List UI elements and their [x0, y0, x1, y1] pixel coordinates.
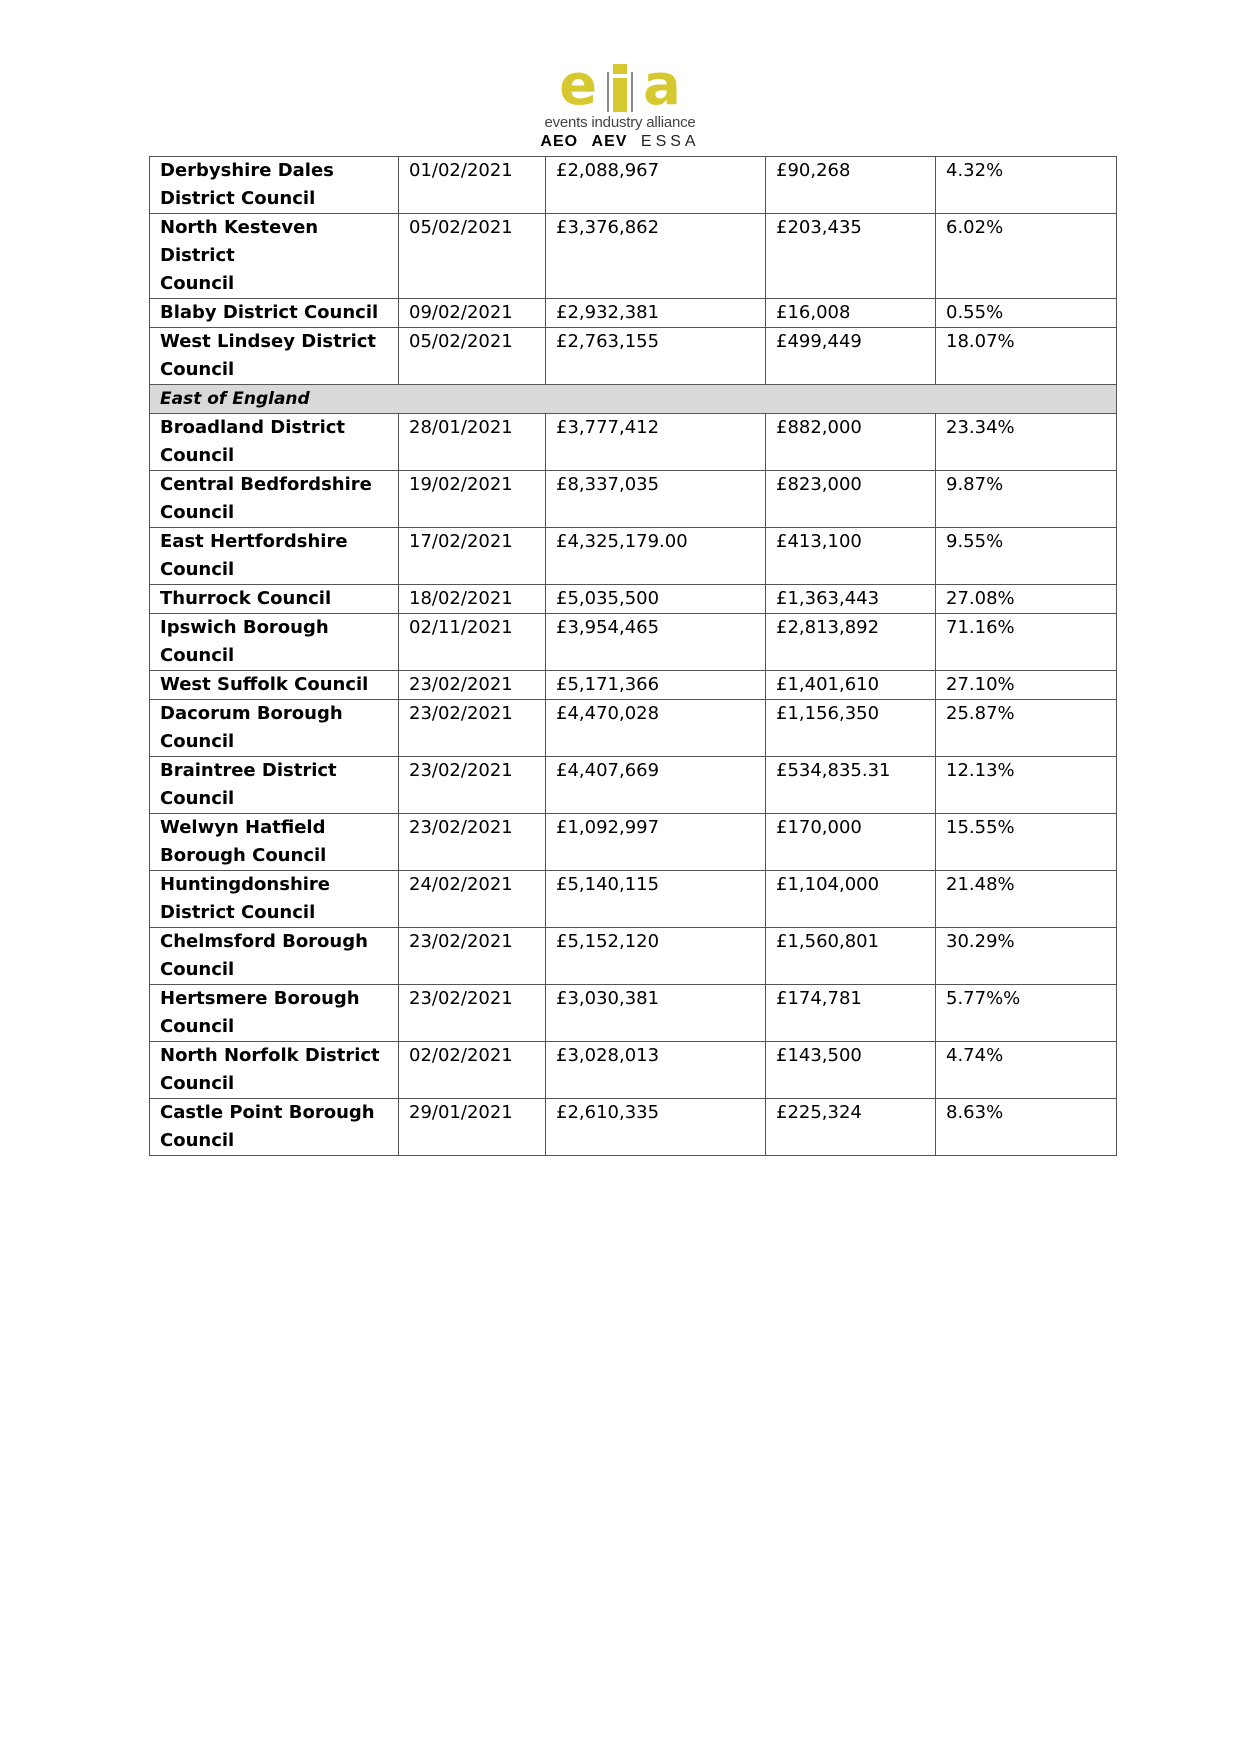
council-name-cell-text: Blaby District Council — [160, 302, 379, 323]
percentage-cell-text: 9.87% — [946, 474, 1004, 495]
amount-cell-text: £413,100 — [776, 531, 862, 552]
total-allocation-cell-text: £1,092,997 — [556, 817, 660, 838]
council-name-cell — [150, 700, 399, 757]
council-name-cell — [150, 1099, 399, 1156]
council-name-cell — [150, 814, 399, 871]
total-allocation-cell — [546, 328, 766, 385]
date-cell — [399, 700, 546, 757]
percentage-cell-text: 21.48% — [946, 874, 1015, 895]
total-allocation-cell — [546, 985, 766, 1042]
table-row — [150, 1042, 1117, 1099]
total-allocation-cell — [546, 528, 766, 585]
percentage-cell — [936, 299, 1117, 328]
percentage-cell-text: 9.55% — [946, 531, 1004, 552]
percentage-cell-text: 4.32% — [946, 160, 1004, 181]
amount-cell-text: £1,156,350 — [776, 703, 880, 724]
percentage-cell-text: 4.74% — [946, 1045, 1004, 1066]
total-allocation-cell-text: £3,954,465 — [556, 617, 660, 638]
total-allocation-cell-text: £3,376,862 — [556, 217, 660, 238]
date-cell-text: 23/02/2021 — [409, 703, 513, 724]
council-grants-table — [149, 156, 1117, 1156]
table-row — [150, 985, 1117, 1042]
date-cell — [399, 1042, 546, 1099]
council-name-cell — [150, 757, 399, 814]
amount-cell-text: £170,000 — [776, 817, 862, 838]
percentage-cell — [936, 471, 1117, 528]
date-cell — [399, 757, 546, 814]
total-allocation-cell-text: £3,028,013 — [556, 1045, 660, 1066]
date-cell-text: 23/02/2021 — [409, 760, 513, 781]
total-allocation-cell — [546, 157, 766, 214]
percentage-cell — [936, 157, 1117, 214]
date-cell — [399, 414, 546, 471]
percentage-cell — [936, 928, 1117, 985]
percentage-cell-text: 25.87% — [946, 703, 1015, 724]
total-allocation-cell-text: £3,030,381 — [556, 988, 660, 1009]
date-cell-text: 19/02/2021 — [409, 474, 513, 495]
percentage-cell-text: 15.55% — [946, 817, 1015, 838]
table-row — [150, 414, 1117, 471]
amount-cell — [766, 328, 936, 385]
amount-cell-text: £90,268 — [776, 160, 851, 181]
table-row — [150, 299, 1117, 328]
table-row — [150, 700, 1117, 757]
council-name-cell-text: Thurrock Council — [160, 588, 332, 609]
amount-cell — [766, 1099, 936, 1156]
council-name-cell — [150, 928, 399, 985]
date-cell — [399, 814, 546, 871]
amount-cell — [766, 528, 936, 585]
region-label: East of England — [150, 385, 1117, 414]
total-allocation-cell-text: £4,470,028 — [556, 703, 660, 724]
council-name-cell — [150, 157, 399, 214]
amount-cell — [766, 814, 936, 871]
amount-cell — [766, 671, 936, 700]
date-cell-text: 23/02/2021 — [409, 931, 513, 952]
logo-letter-a: a — [643, 53, 681, 118]
amount-cell — [766, 414, 936, 471]
date-cell — [399, 585, 546, 614]
region-header-row — [150, 385, 1117, 414]
council-name-cell-text: Hertsmere Borough Council — [160, 988, 360, 1037]
logo-letter-e: e — [559, 53, 598, 118]
date-cell-text: 23/02/2021 — [409, 674, 513, 695]
amount-cell-text: £203,435 — [776, 217, 862, 238]
amount-cell — [766, 757, 936, 814]
council-name-cell — [150, 585, 399, 614]
date-cell-text: 28/01/2021 — [409, 417, 513, 438]
date-cell — [399, 299, 546, 328]
total-allocation-cell-text: £4,407,669 — [556, 760, 660, 781]
logo-member-aeo: AEO — [540, 133, 579, 150]
logo-member-aev: AEV — [591, 133, 628, 150]
percentage-cell — [936, 414, 1117, 471]
council-name-cell — [150, 985, 399, 1042]
amount-cell — [766, 471, 936, 528]
percentage-cell — [936, 1042, 1117, 1099]
amount-cell-text: £16,008 — [776, 302, 851, 323]
council-name-cell-text: East Hertfordshire Council — [160, 531, 348, 580]
percentage-cell — [936, 814, 1117, 871]
amount-cell-text: £882,000 — [776, 417, 862, 438]
percentage-cell-text: 18.07% — [946, 331, 1015, 352]
percentage-cell-text: 12.13% — [946, 760, 1015, 781]
total-allocation-cell-text: £2,932,381 — [556, 302, 660, 323]
total-allocation-cell-text: £5,035,500 — [556, 588, 660, 609]
total-allocation-cell-text: £5,152,120 — [556, 931, 660, 952]
table-row — [150, 814, 1117, 871]
amount-cell-text: £143,500 — [776, 1045, 862, 1066]
amount-cell — [766, 214, 936, 299]
date-cell-text: 02/02/2021 — [409, 1045, 513, 1066]
council-name-cell-text: North Kesteven District Council — [160, 217, 319, 294]
percentage-cell — [936, 985, 1117, 1042]
date-cell-text: 23/02/2021 — [409, 988, 513, 1009]
council-name-cell-text: Castle Point Borough Council — [160, 1102, 375, 1151]
council-name-cell-text: Ipswich Borough Council — [160, 617, 329, 666]
date-cell — [399, 614, 546, 671]
percentage-cell-text: 6.02% — [946, 217, 1004, 238]
amount-cell — [766, 157, 936, 214]
total-allocation-cell — [546, 1042, 766, 1099]
date-cell — [399, 471, 546, 528]
council-name-cell-text: Derbyshire Dales District Council — [160, 160, 334, 209]
council-name-cell-text: Dacorum Borough Council — [160, 703, 343, 752]
amount-cell — [766, 585, 936, 614]
percentage-cell-text: 27.10% — [946, 674, 1015, 695]
amount-cell — [766, 614, 936, 671]
percentage-cell-text: 0.55% — [946, 302, 1004, 323]
date-cell-text: 02/11/2021 — [409, 617, 513, 638]
council-name-cell-text: West Lindsey District Council — [160, 331, 377, 380]
council-name-cell-text: Chelmsford Borough Council — [160, 931, 368, 980]
table-row — [150, 871, 1117, 928]
date-cell-text: 05/02/2021 — [409, 331, 513, 352]
table-row — [150, 614, 1117, 671]
amount-cell — [766, 985, 936, 1042]
total-allocation-cell — [546, 585, 766, 614]
total-allocation-cell — [546, 214, 766, 299]
total-allocation-cell — [546, 671, 766, 700]
total-allocation-cell-text: £2,088,967 — [556, 160, 660, 181]
amount-cell — [766, 1042, 936, 1099]
table-row — [150, 1099, 1117, 1156]
total-allocation-cell-text: £4,325,179.00 — [556, 531, 688, 552]
table-row — [150, 757, 1117, 814]
date-cell-text: 17/02/2021 — [409, 531, 513, 552]
council-name-cell-text: Huntingdonshire District Council — [160, 874, 331, 923]
date-cell-text: 23/02/2021 — [409, 817, 513, 838]
percentage-cell — [936, 871, 1117, 928]
date-cell — [399, 214, 546, 299]
percentage-cell — [936, 757, 1117, 814]
date-cell — [399, 157, 546, 214]
amount-cell-text: £1,560,801 — [776, 931, 880, 952]
percentage-cell — [936, 614, 1117, 671]
logo-members — [530, 133, 710, 151]
total-allocation-cell-text: £8,337,035 — [556, 474, 660, 495]
total-allocation-cell — [546, 871, 766, 928]
date-cell — [399, 671, 546, 700]
date-cell — [399, 1099, 546, 1156]
table-row — [150, 471, 1117, 528]
council-name-cell — [150, 214, 399, 299]
percentage-cell-text: 71.16% — [946, 617, 1015, 638]
table-row — [150, 528, 1117, 585]
logo-member-essa: ESSA — [640, 133, 700, 150]
logo-i-glyph — [603, 72, 637, 112]
amount-cell-text: £1,104,000 — [776, 874, 880, 895]
percentage-cell-text: 8.63% — [946, 1102, 1004, 1123]
council-name-cell-text: Welwyn Hatfield Borough Council — [160, 817, 327, 866]
total-allocation-cell — [546, 700, 766, 757]
percentage-cell-text: 23.34% — [946, 417, 1015, 438]
amount-cell — [766, 928, 936, 985]
percentage-cell — [936, 585, 1117, 614]
date-cell-text: 09/02/2021 — [409, 302, 513, 323]
eia-logo-mark — [530, 53, 710, 118]
total-allocation-cell-text: £2,763,155 — [556, 331, 660, 352]
date-cell — [399, 928, 546, 985]
logo-divider — [607, 72, 609, 112]
date-cell — [399, 871, 546, 928]
logo-tagline: events industry alliance — [544, 114, 696, 131]
percentage-cell — [936, 328, 1117, 385]
date-cell-text: 24/02/2021 — [409, 874, 513, 895]
total-allocation-cell — [546, 414, 766, 471]
table-row — [150, 214, 1117, 299]
date-cell — [399, 528, 546, 585]
percentage-cell-text: 30.29% — [946, 931, 1015, 952]
council-name-cell — [150, 328, 399, 385]
percentage-cell — [936, 214, 1117, 299]
amount-cell — [766, 299, 936, 328]
council-name-cell-text: Broadland District Council — [160, 417, 346, 466]
council-name-cell — [150, 614, 399, 671]
percentage-cell — [936, 700, 1117, 757]
total-allocation-cell — [546, 814, 766, 871]
percentage-cell — [936, 528, 1117, 585]
total-allocation-cell-text: £5,171,366 — [556, 674, 660, 695]
total-allocation-cell-text: £3,777,412 — [556, 417, 660, 438]
eia-logo — [530, 53, 710, 155]
table-row — [150, 671, 1117, 700]
amount-cell-text: £2,813,892 — [776, 617, 880, 638]
total-allocation-cell — [546, 471, 766, 528]
total-allocation-cell — [546, 928, 766, 985]
amount-cell — [766, 871, 936, 928]
amount-cell-text: £534,835.31 — [776, 760, 891, 781]
amount-cell-text: £499,449 — [776, 331, 862, 352]
amount-cell-text: £823,000 — [776, 474, 862, 495]
council-name-cell-text: Braintree District Council — [160, 760, 337, 809]
council-name-cell — [150, 471, 399, 528]
amount-cell — [766, 700, 936, 757]
council-name-cell-text: Central Bedfordshire Council — [160, 474, 372, 523]
date-cell — [399, 328, 546, 385]
council-name-cell — [150, 1042, 399, 1099]
total-allocation-cell — [546, 757, 766, 814]
table-row — [150, 585, 1117, 614]
amount-cell-text: £1,363,443 — [776, 588, 880, 609]
date-cell-text: 18/02/2021 — [409, 588, 513, 609]
date-cell — [399, 985, 546, 1042]
council-name-cell-text: North Norfolk District Council — [160, 1045, 380, 1094]
total-allocation-cell — [546, 1099, 766, 1156]
council-name-cell — [150, 871, 399, 928]
table-body — [150, 157, 1117, 1156]
percentage-cell-text: 5.77%% — [946, 988, 1021, 1009]
council-name-cell — [150, 299, 399, 328]
date-cell-text: 01/02/2021 — [409, 160, 513, 181]
percentage-cell — [936, 1099, 1117, 1156]
total-allocation-cell — [546, 614, 766, 671]
table-row — [150, 328, 1117, 385]
total-allocation-cell-text: £5,140,115 — [556, 874, 660, 895]
date-cell-text: 29/01/2021 — [409, 1102, 513, 1123]
logo-i-icon — [613, 78, 627, 112]
total-allocation-cell-text: £2,610,335 — [556, 1102, 660, 1123]
council-name-cell — [150, 671, 399, 700]
date-cell-text: 05/02/2021 — [409, 217, 513, 238]
amount-cell-text: £1,401,610 — [776, 674, 880, 695]
percentage-cell — [936, 671, 1117, 700]
amount-cell-text: £174,781 — [776, 988, 862, 1009]
council-name-cell — [150, 414, 399, 471]
amount-cell-text: £225,324 — [776, 1102, 862, 1123]
logo-divider — [631, 72, 633, 112]
total-allocation-cell — [546, 299, 766, 328]
table-row — [150, 157, 1117, 214]
council-name-cell-text: West Suffolk Council — [160, 674, 369, 695]
council-name-cell — [150, 528, 399, 585]
table-row — [150, 928, 1117, 985]
percentage-cell-text: 27.08% — [946, 588, 1015, 609]
